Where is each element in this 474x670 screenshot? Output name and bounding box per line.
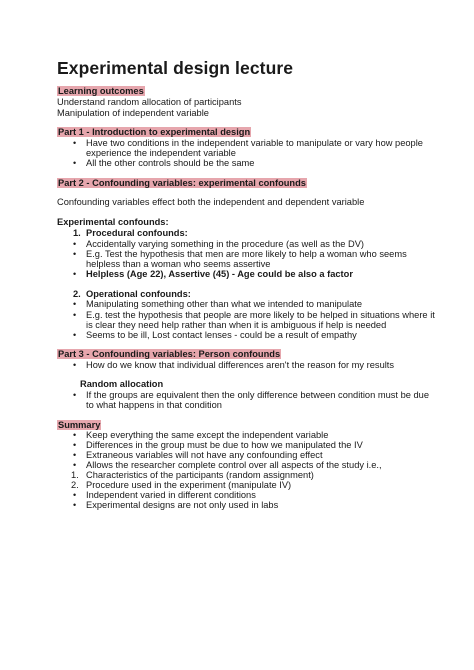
part1-heading-text: Part 1 - Introduction to experimental design: [58, 127, 251, 137]
operational-line: Manipulating something other than what we intended to manipulate: [86, 299, 362, 309]
procedural-confounds-heading: Procedural confounds:: [86, 228, 188, 238]
operational-confounds-heading: Operational confounds:: [86, 289, 191, 299]
part2-heading-text: Part 2 - Confounding variables: experimental confounds: [58, 178, 306, 188]
bullet-marker: •: [73, 158, 77, 168]
operational-line: is clear they need help rather than when it is ambiguous if help is needed: [86, 320, 387, 330]
part1-bullet-text: All the other controls should be the same: [86, 158, 255, 168]
bullet-marker: •: [73, 299, 77, 309]
summary-line: Characteristics of the participants (random assignment): [86, 470, 314, 480]
operational-line: E.g. test the hypothesis that people are more likely to be helped in situations where it: [86, 310, 435, 320]
summary-marker: •: [73, 430, 77, 440]
procedural-line: Accidentally varying something in the procedure (as well as the DV): [86, 239, 365, 249]
random-allocation-heading: Random allocation: [80, 379, 164, 389]
summary-line: Differences in the group must be due to how we manipulated the IV: [86, 440, 363, 450]
summary-marker: •: [73, 490, 77, 500]
part2-heading: [57, 178, 307, 189]
part3-bullet-text: How do we know that individual differences aren't the reason for my results: [86, 360, 395, 370]
part1-bullet-text: Have two conditions in the independent variable to manipulate or vary how people: [86, 138, 423, 148]
summary-line: Extraneous variables will not have any confounding effect: [86, 450, 323, 460]
bullet-marker: •: [73, 310, 77, 320]
part3-heading-text: Part 3 - Confounding variables: Person confounds: [58, 349, 281, 359]
summary-marker: 1.: [71, 470, 79, 480]
summary-marker: •: [73, 450, 77, 460]
bullet-marker: •: [73, 138, 77, 148]
part1-heading: [57, 127, 251, 138]
learning-outcomes-heading: [57, 86, 145, 97]
procedural-line: E.g. Test the hypothesis that men are more likely to help a woman who seems: [86, 249, 407, 259]
part2-intro: Confounding variables effect both the independent and dependent variable: [57, 197, 365, 207]
random-allocation-line: If the groups are equivalent then the only difference between condition must be due: [86, 390, 430, 400]
summary-marker: 2.: [71, 480, 79, 490]
part3-heading: [57, 349, 281, 360]
summary-line: Allows the researcher complete control over all aspects of the study i.e.,: [86, 460, 382, 470]
learning-outcomes-heading-text: Learning outcomes: [58, 86, 144, 96]
summary-marker: •: [73, 460, 77, 470]
summary-line: Procedure used in the experiment (manipulate IV): [86, 480, 292, 490]
part1-bullet-text: experience the independent variable: [86, 148, 236, 158]
random-allocation-line: to what happens in that condition: [86, 400, 222, 410]
bullet-marker: •: [73, 269, 77, 279]
summary-marker: •: [73, 440, 77, 450]
bullet-marker: •: [73, 330, 77, 340]
bullet-marker: •: [73, 249, 77, 259]
procedural-line: helpless than a woman who seems assertive: [86, 259, 271, 269]
summary-heading-text: Summary: [58, 420, 101, 430]
summary-line: Independent varied in different conditions: [86, 490, 256, 500]
summary-line: Experimental designs are not only used in labs: [86, 500, 279, 510]
procedural-line: Helpless (Age 22), Assertive (45) - Age could be also a factor: [86, 269, 353, 279]
list-number: 1.: [73, 228, 81, 238]
bullet-marker: •: [73, 390, 77, 400]
bullet-marker: •: [73, 360, 77, 370]
bullet-marker: •: [73, 239, 77, 249]
learning-outcome-line: Understand random allocation of participants: [57, 97, 242, 107]
operational-line: Seems to be ill, Lost contact lenses - could be a result of empathy: [86, 330, 357, 340]
list-number: 2.: [73, 289, 81, 299]
summary-marker: •: [73, 500, 77, 510]
experimental-confounds-heading: Experimental confounds:: [57, 217, 169, 227]
document-title: Experimental design lecture: [57, 58, 294, 78]
learning-outcome-line: Manipulation of independent variable: [57, 108, 209, 118]
summary-line: Keep everything the same except the independent variable: [86, 430, 329, 440]
